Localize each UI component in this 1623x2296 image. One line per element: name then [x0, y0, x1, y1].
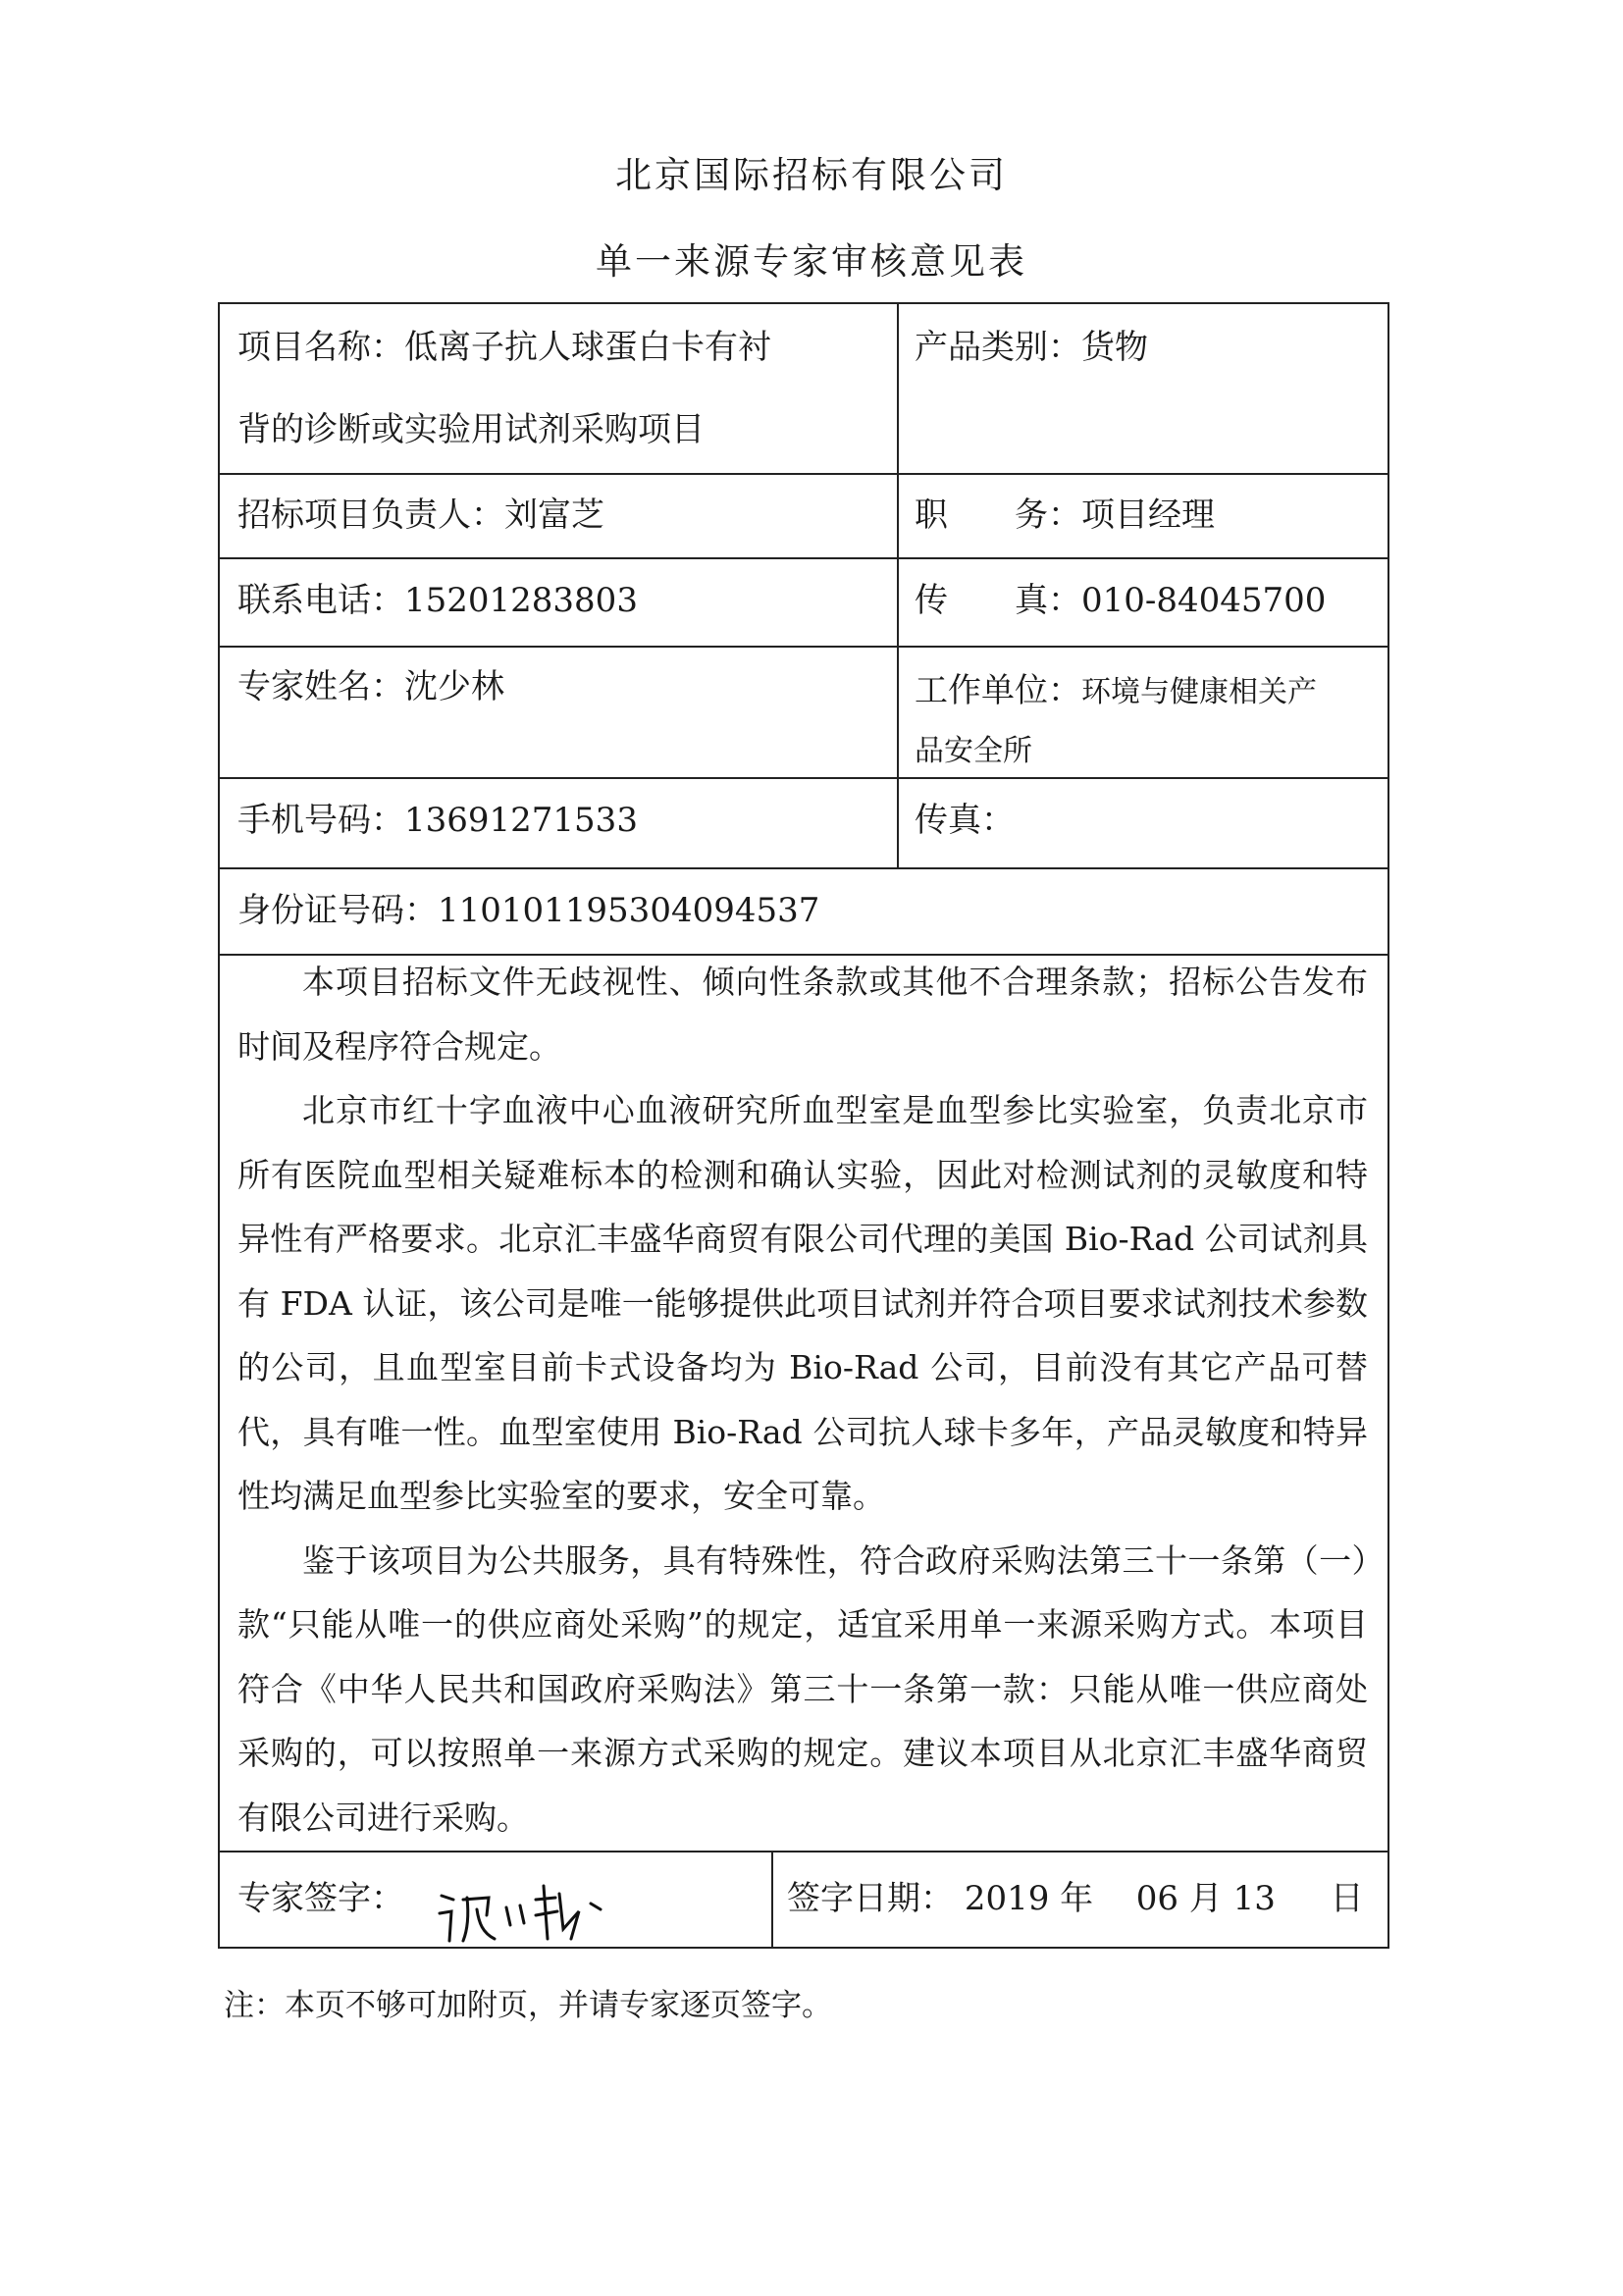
day-unit: 日 — [1330, 1879, 1364, 1918]
expert-name-label: 专家姓名： — [237, 667, 404, 706]
work-unit-label: 工作单位： — [915, 671, 1081, 710]
fax-cell — [897, 557, 1391, 646]
project-name-label: 项目名称： — [237, 328, 404, 367]
sign-date-label: 签字日期： — [787, 1879, 954, 1918]
product-category-cell — [897, 304, 1391, 389]
month-unit: 月 — [1188, 1879, 1223, 1918]
manager-label: 招标项目负责人： — [237, 496, 504, 535]
project-name-value-line2: 背的诊断或实验用试剂采购项目 — [237, 410, 705, 449]
mobile-value: 13691271533 — [404, 801, 638, 840]
work-unit-value-line2: 品安全所 — [915, 734, 1032, 768]
sign-date-cell — [771, 1851, 1391, 1949]
id-label: 身份证号码： — [237, 891, 438, 930]
sign-month: 06 — [1135, 1879, 1179, 1918]
mobile-cell — [220, 777, 897, 867]
opinion-paragraph: 本项目招标文件无歧视性、倾向性条款或其他不合理条款；招标公告发布时间及程序符合规定。 — [237, 963, 1368, 1066]
phone-value: 15201283803 — [404, 581, 638, 620]
expert-name-value: 沈少林 — [404, 667, 504, 706]
form-title: 单一来源专家审核意见表 — [596, 240, 1027, 283]
signature-cell — [220, 1851, 771, 1949]
position-value: 项目经理 — [1081, 496, 1215, 535]
work-unit-cell — [897, 646, 1391, 777]
review-opinion — [237, 950, 1368, 1850]
product-category-label: 产品类别： — [915, 328, 1081, 367]
footnote: 注：本页不够可加附页，并请专家逐页签字。 — [224, 1988, 832, 2023]
signature-label: 专家签字： — [237, 1879, 404, 1918]
id-cell — [220, 867, 1391, 954]
fax-value: 010-84045700 — [1081, 581, 1327, 620]
opinion-paragraph: 鉴于该项目为公共服务，具有特殊性，符合政府采购法第三十一条第（一）款“只能从唯一的供应商处采购”的规定，适宜采用单一来源采购方式。本项目符合《中华人民共和国政府采购法》第三十一条第一款：只能从唯一供应商处采购的，可以按照单一来源方式采购的规定。建议本项目从北京汇丰盛华商贸有限公司进行采购。 — [237, 1540, 1368, 1837]
position-cell — [897, 473, 1391, 557]
project-name-value: 低离子抗人球蛋白卡有衬 — [404, 328, 771, 367]
phone-label: 联系电话： — [237, 581, 404, 620]
fax2-label: 传真： — [915, 801, 1015, 840]
fax-label: 传 真： — [915, 581, 1081, 620]
fax2-cell — [897, 777, 1391, 867]
id-value: 110101195304094537 — [438, 891, 820, 930]
manager-cell — [220, 473, 897, 557]
product-category-value: 货物 — [1081, 328, 1148, 367]
expert-name-cell — [220, 646, 897, 777]
phone-cell — [220, 557, 897, 646]
handwritten-signature — [434, 1860, 620, 1949]
manager-value: 刘富芝 — [504, 496, 604, 535]
company-title: 北京国际招标有限公司 — [615, 154, 1008, 196]
project-name-cell — [220, 304, 897, 471]
year-unit: 年 — [1060, 1879, 1094, 1918]
position-label: 职 务： — [915, 496, 1081, 535]
opinion-paragraph: 北京市红十字血液中心血液研究所血型室是血型参比实验室，负责北京市所有医院血型相关疑难标本的检测和确认实验，因此对检测试剂的灵敏度和特异性有严格要求。北京汇丰盛华商贸有限公司代理的美国 Bio-Rad 公司试剂具有 FDA 认证，该公司是唯一能够提供此项目试剂并符合项目要求试剂技术参数的公司，且血型室目前卡式设备均为 Bio-Rad 公司，目前没有其它产品可替代，具有唯一性。血型室使用 Bio-Rad 公司抗人球卡多年，产品灵敏度和特异性均满足血型参比实验室的要求，安全可靠。 — [237, 1091, 1368, 1515]
work-unit-value: 环境与健康相关产 — [1081, 675, 1317, 709]
sign-year: 2019 — [964, 1879, 1050, 1918]
review-form-table — [218, 302, 1389, 1949]
sign-day: 13 — [1232, 1879, 1276, 1918]
mobile-label: 手机号码： — [237, 801, 404, 840]
